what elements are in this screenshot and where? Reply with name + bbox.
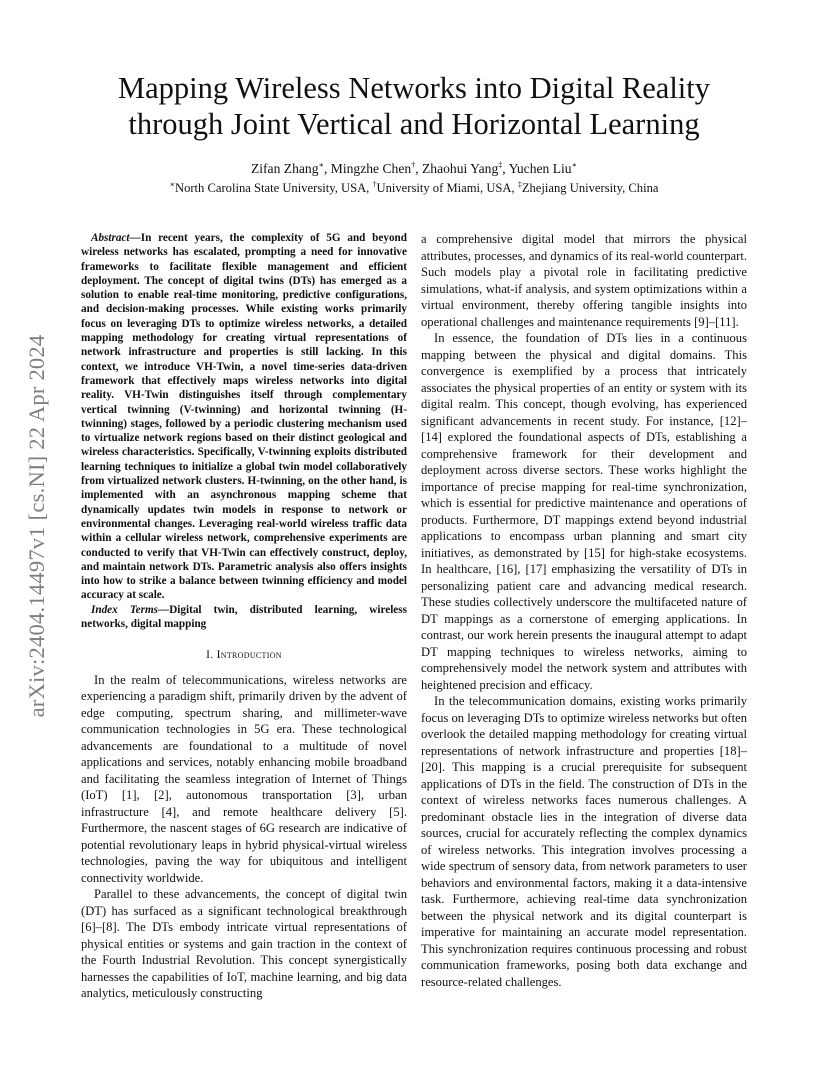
- section-number: I.: [206, 649, 214, 662]
- author-mark: ‡: [498, 160, 503, 170]
- author-name: Mingzhe Chen: [330, 161, 412, 176]
- abstract-text: —In recent years, the complexity of 5G and beyond wireless networks has escalated, prompting a need for innovative frameworks to facilitate flexible management and efficient deployment. The concept of digital twins (DTs) has emerged as a solution to enable real-time monitoring, predictive configurations, and decision-making processes. While existing works primarily focus on leveraging DTs to optimize wireless networks, a detailed mapping methodology for creating virtual representations of network infrastructure and properties is still lacking. In this context, we introduce VH-Twin, a novel time-series data-driven framework that effectively maps wireless networks into digital reality. VH-Twin distinguishes itself through complementary vertical twinning (V-twinning) and horizontal twinning (H-twinning) stages, followed by a periodic clustering mechanism used to virtualize network regions based on their distinct geological and wireless characteristics. Specifically, V-twinning exploits distributed learning techniques to initialize a global twin model collaboratively from virtualized network clusters. H-twinning, on the other hand, is implemented with an asynchronous mapping scheme that dynamically updates twin models in response to network or environmental changes. Leveraging real-world wireless traffic data within a cellular wireless network, comprehensive experiments are conducted to verify that VH-Twin can effectively construct, deploy, and maintain network DTs. Parametric analysis also offers insights into how to strike a balance between twinning efficiency and model accuracy at scale.: [81, 232, 407, 602]
- affiliation-mark: ∗: [169, 179, 175, 189]
- right-column: [421, 231, 747, 990]
- author-mark: ∗: [571, 160, 578, 170]
- arxiv-sidebar-stamp: [20, 294, 54, 758]
- left-column: [81, 231, 407, 1002]
- section-title: Introduction: [216, 649, 282, 662]
- author-mark: ∗: [318, 160, 324, 170]
- abstract-label: Abstract: [91, 232, 130, 244]
- paragraph: In essence, the foundation of DTs lies in a continuous mapping between the physical and digital domains. This convergence is exemplified by a process that intricately associates the physical properties of an entity or system with its digital realm. This concept, though evolving, has experienced significant advancements in recent study. For instance, [12]–[14] explored the foundational aspects of DTs, establishing a comprehensive framework for their development and deployment across diverse sectors. These works highlight the importance of precise mapping for real-time synchronization, which is essential for predictive maintenance and operations of products. Furthermore, DT mappings extend beyond industrial applications to encompass urban planning and smart city initiatives, as demonstrated by [15] for high-stake ecosystems. In healthcare, [16], [17] emphasizing the versatility of DTs in personalizing patient care and advancing medical research. These studies collectively underscore the multifaceted nature of DT mappings as a cornerstone of emerging applications. In contrast, our work herein presents the inaugural attempt to adapt DT mapping techniques to wireless networks, aiming to comprehensively model the network system and attributes with heightened precision and efficacy.: [421, 331, 747, 692]
- affiliation-text: University of Miami, USA,: [376, 181, 518, 195]
- title-line-1: Mapping Wireless Networks into Digital Reality: [117, 71, 711, 105]
- abstract: [81, 231, 407, 603]
- paragraph: In the telecommunication domains, existing works primarily focus on leveraging DTs to optimize wireless networks but often overlook the detailed mapping methodology for creating virtual representations of network infrastructure and properties [18]–[20]. This mapping is a crucial prerequisite for subsequent applications of DTs in the field. The construction of DTs in the context of wireless networks faces numerous challenges. A predominant obstacle lies in the integration of diverse data sources, crucial for accurately reflecting the complex dynamics of wireless networks. This integration involves processing a wide spectrum of sensory data, from network parameters to user behaviors and environmental factors, making it a data-intensive task. Furthermore, achieving real-time data synchronization between the physical network and its digital counterpart is imperative for maintaining an accurate model representation. This synchronization requires continuous processing and robust communication frameworks, posing both data exchange and resource-related challenges.: [421, 694, 747, 989]
- index-terms-text: —Digital twin, distributed learning, wireless networks, digital mapping: [81, 603, 407, 631]
- section-heading: [81, 647, 407, 664]
- paragraph: a comprehensive digital model that mirrors the physical attributes, processes, and dynamics of its real-world counterpart. Such models play a pivotal role in facilitating predictive simulations, what-if analysis, and system optimizations within a virtual environment, thereby offering tangible insights into operational challenges and maintenance requirements [9]–[11].: [421, 232, 747, 329]
- author-name: Zifan Zhang: [250, 161, 319, 176]
- author-list: Zifan Zhang∗, Mingzhe Chen†, Zhaohui Yang‡, Yuchen Liu∗: [250, 160, 578, 176]
- paragraph: In the realm of telecommunications, wireless networks are experiencing a paradigm shift, primarily driven by the advent of edge computing, spectrum sharing, and millimeter-wave communication technologies in 5G era. These technological advancements are foundational to a multitude of novel applications and services, notably enhancing mobile broadband and facilitating the seamless integration of Internet of Things (IoT) [1], [2], autonomous transportation [3], urban infrastructure [4], and remote healthcare delivery [5]. Furthermore, the nascent stages of 6G research are indicative of potential revolutionary leaps in hybrid physical-virtual wireless technologies, paving the way for ubiquitous and intelligent connectivity worldwide.: [81, 672, 407, 885]
- arxiv-identifier: arXiv:2404.14497v1 [cs.NI] 22 Apr 2024: [24, 334, 49, 718]
- paper-title: [40, 70, 788, 142]
- author-name: Zhaohui Yang: [421, 161, 499, 176]
- affiliation-list: [40, 180, 788, 196]
- index-terms-label: Index Terms: [91, 603, 159, 616]
- author-mark: †: [411, 160, 416, 170]
- affiliation-mark: †: [372, 179, 377, 189]
- title-line-2: through Joint Vertical and Horizontal Learning: [128, 107, 700, 141]
- affiliation-text: Zhejiang University, China: [521, 181, 659, 195]
- author-name: Yuchen Liu: [508, 161, 572, 176]
- affiliation-text: North Carolina State University, USA,: [174, 181, 373, 195]
- paragraph: Parallel to these advancements, the concept of digital twin (DT) has surfaced as a significant technological breakthrough [6]–[8]. The DTs embody intricate virtual representations of physical entities or systems and gain traction in the context of the Fourth Industrial Revolution. This concept synergistically harnesses the capabilities of IoT, machine learning, and big data analytics, meticulously constructing: [81, 887, 407, 1001]
- index-terms: [81, 603, 407, 632]
- affiliation-mark: ‡: [517, 179, 522, 189]
